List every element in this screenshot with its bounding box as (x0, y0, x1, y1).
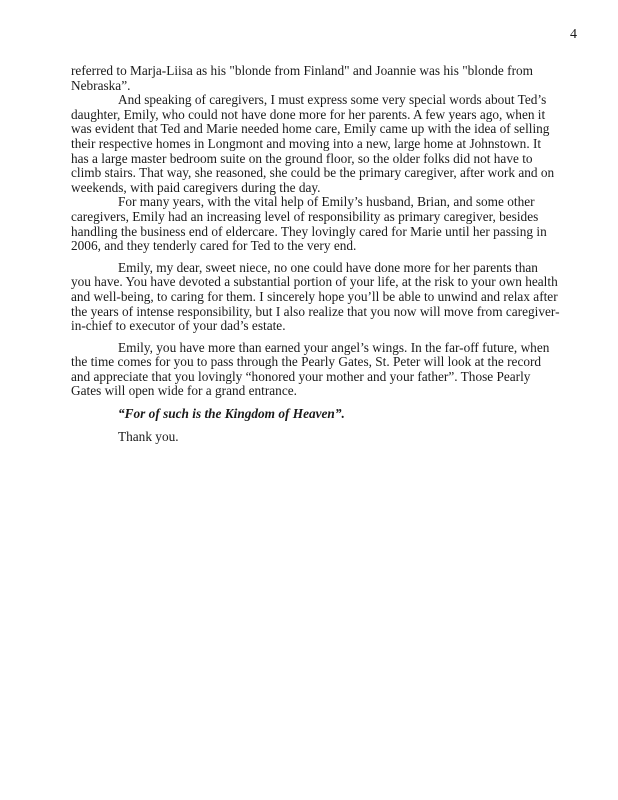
closing-quote: “For of such is the Kingdom of Heaven”. (118, 406, 345, 422)
document-body (71, 64, 561, 444)
paragraph-dear-niece: Emily, my dear, sweet niece, no one could have done more for her parents than you have. You have devoted a substantial portion of your life, at the risk to your own health and well-being, to caring for them. I sincerely hope you’ll be able to unwind and relax after the years of intense responsibility, but I also realize that you now will move from caregiver-in-chief to executor of your dad’s estate. (71, 259, 560, 334)
paragraph-angel-wings: Emily, you have more than earned your angel’s wings. In the far-off future, when the time comes for you to pass through the Pearly Gates, St. Peter will look at the record and appreciate that you lovingly “honored your mother and your father”. Those Pearly Gates will open wide for a grand entrance. (71, 339, 550, 399)
closing-thanks: Thank you. (118, 428, 179, 444)
page-number: 4 (570, 27, 577, 42)
paragraph-many-years: For many years, with the vital help of Emily’s husband, Brian, and some other caregivers, Emily had an increasing level of responsibility as primary caregiver, besides handling the business end of eldercare. They lovingly cared for Marie until her passing in 2006, and they tenderly cared for Ted to the very end. (71, 194, 547, 254)
paragraph-caregivers: And speaking of caregivers, I must express some very special words about Ted’s daughter, Emily, who could not have done more for her parents. A few years ago, when it was evident that Ted and Marie needed home care, Emily came up with the idea of selling their respective homes in Longmont and moving into a new, large home at Johnstown. It has a large master bedroom suite on the ground floor, so the older folks did not have to climb stairs. That way, she reasoned, she could be the primary caregiver, after work and on weekends, with paid caregivers during the day. (71, 92, 555, 195)
paragraph-continuation: referred to Marja-Liisa as his "blonde from Finland" and Joannie was his "blonde from Nebraska”. (71, 63, 533, 93)
